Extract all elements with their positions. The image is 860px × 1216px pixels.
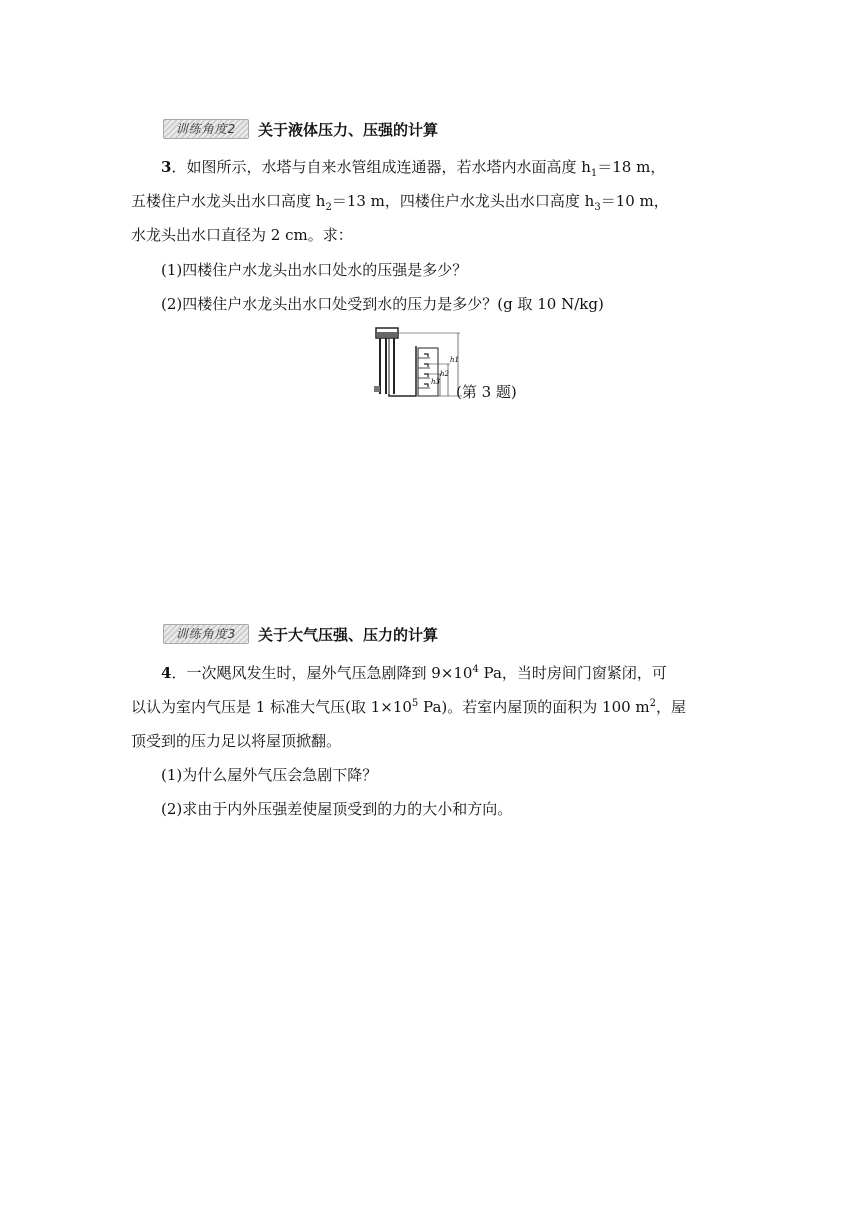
q4-line-3: 顶受到的压力足以将屋顶掀翻。 <box>131 732 342 750</box>
q3-text: ＝13 m，四楼住户水龙头出水口高度 h <box>331 192 595 210</box>
section-3-heading <box>163 623 438 645</box>
q3-text: ＝18 m， <box>597 158 666 176</box>
figure-caption: (第 3 题) <box>456 383 517 401</box>
q4-text: ．一次飓风发生时，屋外气压急剧降到 9×10 <box>171 664 473 682</box>
q4-text: Pa，当时房间门窗紧闭，可 <box>478 664 667 682</box>
q3-line-3: 水龙头出水口直径为 2 cm。求： <box>131 226 353 244</box>
q3-part-1: (1)四楼住户水龙头出水口处水的压强是多少？ <box>161 261 468 279</box>
question-number: 3 <box>161 158 172 176</box>
subscript: 2 <box>325 202 332 213</box>
question-number: 4 <box>161 664 172 682</box>
label-h1: h1 <box>450 356 459 364</box>
q4-line-2 <box>131 696 686 718</box>
section-badge: 训练角度3 <box>163 624 249 644</box>
subscript: 1 <box>590 168 598 179</box>
tank-water <box>377 332 397 337</box>
subscript: 3 <box>594 202 601 213</box>
pump <box>374 386 380 392</box>
superscript: 2 <box>649 698 657 709</box>
section-title: 关于液体压力、压强的计算 <box>258 120 439 139</box>
q4-line-1 <box>161 662 667 684</box>
label-h2: h2 <box>440 370 449 378</box>
q4-part-2: (2)求由于内外压强差使屋顶受到的力的大小和方向。 <box>161 800 513 818</box>
q3-line-1 <box>161 156 665 178</box>
section-badge: 训练角度2 <box>163 119 249 139</box>
superscript: 5 <box>411 698 419 709</box>
q3-text: ．如图所示，水塔与自来水管组成连通器，若水塔内水面高度 h <box>171 158 591 176</box>
q3-text: ＝10 m， <box>600 192 669 210</box>
superscript: 4 <box>472 664 479 675</box>
q4-text: 以认为室内气压是 1 标准大气压(取 1×10 <box>131 698 412 716</box>
label-h3: h3 <box>431 378 440 386</box>
section-title: 关于大气压强、压力的计算 <box>258 625 439 644</box>
q3-text: 五楼住户水龙头出水口高度 h <box>131 192 326 210</box>
water-tower-figure <box>368 324 468 400</box>
q3-part-2: (2)四楼住户水龙头出水口处受到水的压力是多少？(g 取 10 N/kg) <box>161 295 604 313</box>
section-2-heading <box>163 118 438 140</box>
q4-text: Pa)。若室内屋顶的面积为 100 m <box>418 698 650 716</box>
q4-part-1: (1)为什么屋外气压会急剧下降？ <box>161 766 378 784</box>
q4-text: ，屋 <box>656 698 687 716</box>
q3-line-2 <box>131 190 669 212</box>
